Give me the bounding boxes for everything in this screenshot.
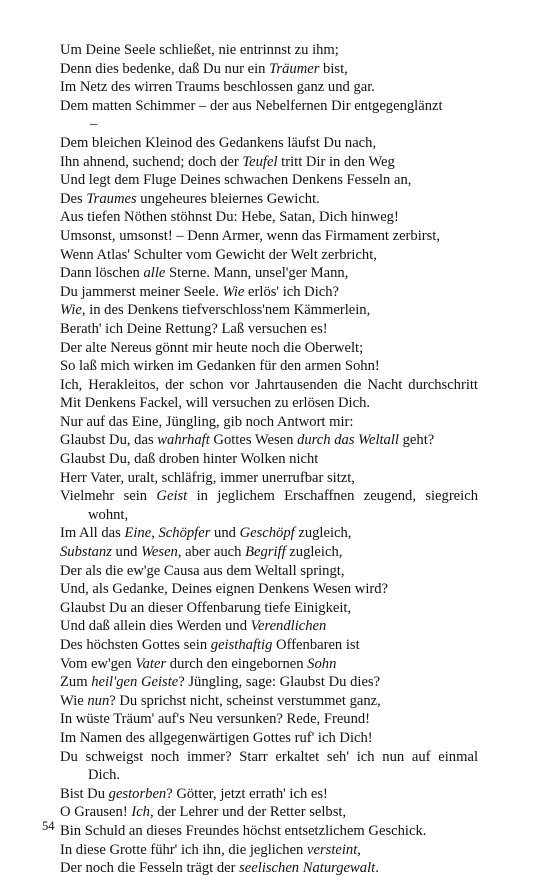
- line-text: –: [90, 116, 98, 133]
- line-text: Vielmehr sein: [60, 488, 157, 505]
- italic-phrase: Geschöpf: [239, 525, 295, 542]
- poem-line: [60, 859, 478, 878]
- line-text: Du schweigst noch immer? Starr erkaltet seh' ich nun auf einmal: [60, 748, 478, 765]
- line-text: Dann löschen: [60, 265, 144, 282]
- line-text: ungeheures bleiernes Gewicht.: [136, 190, 320, 207]
- line-text: Dich.: [88, 767, 121, 784]
- line-text: , der Lehrer und der Retter selbst,: [149, 804, 347, 821]
- line-text: .: [375, 860, 379, 877]
- line-text: Bist Du: [60, 785, 109, 802]
- italic-phrase: Wie: [60, 302, 82, 319]
- line-text: Berath' ich Deine Rettung? Laß versuchen es!: [60, 320, 328, 337]
- poem-line: [60, 97, 478, 116]
- poem-line: [60, 636, 478, 655]
- poem-line: [60, 729, 478, 748]
- poem-line: [60, 78, 478, 97]
- line-text: Dem matten Schimmer – der aus Nebelfernen Dir entgegenglänzt: [60, 97, 443, 114]
- line-text: In diese Grotte führ' ich ihn, die jeglichen: [60, 841, 307, 858]
- poem-line: [60, 710, 478, 729]
- line-text: Glaubst Du an dieser Offenbarung tiefe Einigkeit,: [60, 599, 352, 616]
- line-text: geht?: [398, 432, 435, 449]
- italic-phrase: Eine, Schöpfer: [124, 525, 211, 542]
- line-text: So laß mich wirken im Gedanken für den armen Sohn!: [60, 358, 380, 375]
- poem-line: [60, 376, 478, 395]
- italic-phrase: Vater: [135, 655, 167, 672]
- line-text: , in des Denkens tiefverschloss'nem Kämmerlein,: [81, 302, 371, 319]
- line-text: Im Netz des wirren Traums beschlossen ganz und gar.: [60, 79, 375, 96]
- line-text: ? Jüngling, sage: Glaubst Du dies?: [178, 674, 381, 691]
- poem-line: [60, 562, 478, 581]
- poem-line: [60, 208, 478, 227]
- line-text: ,: [357, 841, 361, 858]
- line-text: ? Du sprichst nicht, scheinst verstummet ganz,: [109, 692, 381, 709]
- line-text: zugleich,: [285, 544, 343, 561]
- line-text: Der als die ew'ge Causa aus dem Weltall springt,: [60, 562, 345, 579]
- poem-line: [60, 413, 478, 432]
- line-text: und: [210, 525, 240, 542]
- italic-phrase: wahrhaft: [157, 432, 210, 449]
- italic-phrase: Wesen: [141, 544, 178, 561]
- poem-line: [60, 841, 478, 860]
- poem-line: [60, 524, 478, 543]
- line-text: Wenn Atlas' Schulter vom Gewicht der Welt zerbricht,: [60, 246, 377, 263]
- poem-line: [60, 190, 478, 209]
- line-text: tritt Dir in den Weg: [277, 153, 395, 170]
- line-text: Des höchsten Gottes sein: [60, 637, 211, 653]
- poem-line: [60, 692, 478, 711]
- italic-phrase: Sohn: [307, 655, 337, 672]
- poem-line: [60, 264, 478, 283]
- line-text: Und daß allein dies Werden und: [60, 618, 251, 635]
- poem-line: [60, 283, 478, 302]
- italic-phrase: seelischen Naturgewalt: [239, 860, 376, 877]
- line-text: zugleich,: [294, 525, 352, 542]
- poem-line: [60, 246, 478, 265]
- page-number: 54: [42, 819, 55, 833]
- poem-line: [60, 394, 478, 413]
- line-text: Glaubst Du, das: [60, 432, 158, 449]
- line-text: Du jammerst meiner Seele.: [60, 283, 223, 300]
- italic-phrase: Traumes: [86, 190, 137, 207]
- line-text: In wüste Träum' auf's Neu versunken? Rede, Freund!: [60, 711, 371, 728]
- poem-line: [60, 339, 478, 358]
- line-text: Glaubst Du, daß droben hinter Wolken nicht: [60, 451, 319, 468]
- line-text: Offenbaren ist: [272, 637, 360, 653]
- italic-phrase: Verendlichen: [250, 618, 327, 635]
- line-text: durch den eingebornen: [166, 655, 308, 672]
- italic-phrase: versteint: [307, 841, 358, 858]
- line-text: Umsonst, umsonst! – Denn Armer, wenn das Firmament zerbirst,: [60, 227, 441, 244]
- line-text: in jeglichem Erschaffnen zeugend, siegreich: [187, 488, 478, 505]
- poem-line: [60, 301, 478, 320]
- italic-phrase: durch das Weltall: [297, 432, 399, 449]
- italic-phrase: Begriff: [245, 544, 286, 561]
- line-text: Sterne. Mann, unsel'ger Mann,: [165, 265, 349, 282]
- italic-phrase: Wie: [222, 283, 245, 300]
- poem-line: [60, 357, 478, 376]
- line-text: Mit Denkens Fackel, will versuchen zu erlösen Dich.: [60, 395, 371, 412]
- poem-line: [60, 450, 478, 469]
- poem-line: [60, 617, 478, 636]
- poem-line: [60, 599, 478, 618]
- poem-line: [60, 543, 478, 562]
- poem-line: [60, 748, 478, 767]
- poem-line: [60, 655, 478, 674]
- italic-phrase: Träumer: [269, 60, 320, 77]
- poem-line: [60, 320, 478, 339]
- line-text: , aber auch: [177, 544, 246, 561]
- poem-line: [60, 134, 478, 153]
- poem-line: [60, 487, 478, 506]
- italic-phrase: Geist: [156, 488, 188, 505]
- italic-phrase: alle: [143, 265, 166, 282]
- poem-line: [60, 785, 478, 804]
- line-text: Ich, Herakleitos, der schon vor Jahrtausenden die Nacht durchschritt: [60, 376, 478, 393]
- line-text: Vom ew'gen: [60, 655, 136, 672]
- line-text: Des: [60, 190, 87, 207]
- poem-line: [60, 115, 478, 134]
- italic-phrase: gestorben: [108, 785, 167, 802]
- poem-line: [60, 431, 478, 450]
- poem-line: [60, 580, 478, 599]
- poem-line: [60, 506, 478, 525]
- italic-phrase: Substanz: [60, 544, 112, 561]
- line-text: Ihn ahnend, suchend; doch der: [60, 153, 243, 170]
- poem-line: [60, 171, 478, 190]
- poem-text: [60, 41, 478, 878]
- line-text: Nur auf das Eine, Jüngling, gib noch Antwort mir:: [60, 413, 354, 430]
- poem-line: [60, 227, 478, 246]
- line-text: Aus tiefen Nöthen stöhnst Du: Hebe, Satan, Dich hinweg!: [60, 209, 399, 226]
- poem-line: [60, 803, 478, 822]
- line-text: Der alte Nereus gönnt mir heute noch die Oberwelt;: [60, 339, 364, 356]
- line-text: Zum: [60, 674, 92, 691]
- line-text: Wie: [60, 692, 88, 709]
- line-text: Um Deine Seele schließet, nie entrinnst zu ihm;: [60, 42, 339, 58]
- line-text: Gottes Wesen: [209, 432, 298, 449]
- poem-line: [60, 822, 478, 841]
- poem-line: [60, 469, 478, 488]
- poem-line: [60, 673, 478, 692]
- line-text: Im All das: [60, 525, 125, 542]
- line-text: O Grausen!: [60, 804, 132, 821]
- italic-phrase: heil'gen Geiste: [91, 674, 179, 691]
- poem-line: [60, 766, 478, 785]
- poem-line: [60, 60, 478, 79]
- line-text: Herr Vater, uralt, schläfrig, immer unerrufbar sitzt,: [60, 469, 355, 486]
- poem-line: [60, 41, 478, 60]
- line-text: und: [111, 544, 142, 561]
- line-text: Und, als Gedanke, Deines eignen Denkens Wesen wird?: [60, 581, 389, 598]
- line-text: erlös' ich Dich?: [244, 283, 340, 300]
- line-text: Bin Schuld an dieses Freundes höchst entsetzlichem Geschick.: [60, 822, 427, 839]
- italic-phrase: Ich: [131, 804, 150, 821]
- line-text: ? Götter, jetzt errath' ich es!: [166, 785, 328, 802]
- line-text: bist,: [319, 60, 348, 77]
- line-text: Und legt dem Fluge Deines schwachen Denkens Fesseln an,: [60, 172, 412, 189]
- line-text: Denn dies bedenke, daß Du nur ein: [60, 60, 270, 77]
- line-text: Der noch die Fesseln trägt der: [60, 860, 240, 877]
- line-text: wohnt,: [88, 506, 129, 523]
- italic-phrase: geisthaftig: [210, 637, 273, 653]
- italic-phrase: nun: [87, 692, 110, 709]
- line-text: Dem bleichen Kleinod des Gedankens läufst Du nach,: [60, 134, 377, 151]
- italic-phrase: Teufel: [242, 153, 278, 170]
- line-text: Im Namen des allgegenwärtigen Gottes ruf' ich Dich!: [60, 729, 373, 746]
- poem-line: [60, 153, 478, 172]
